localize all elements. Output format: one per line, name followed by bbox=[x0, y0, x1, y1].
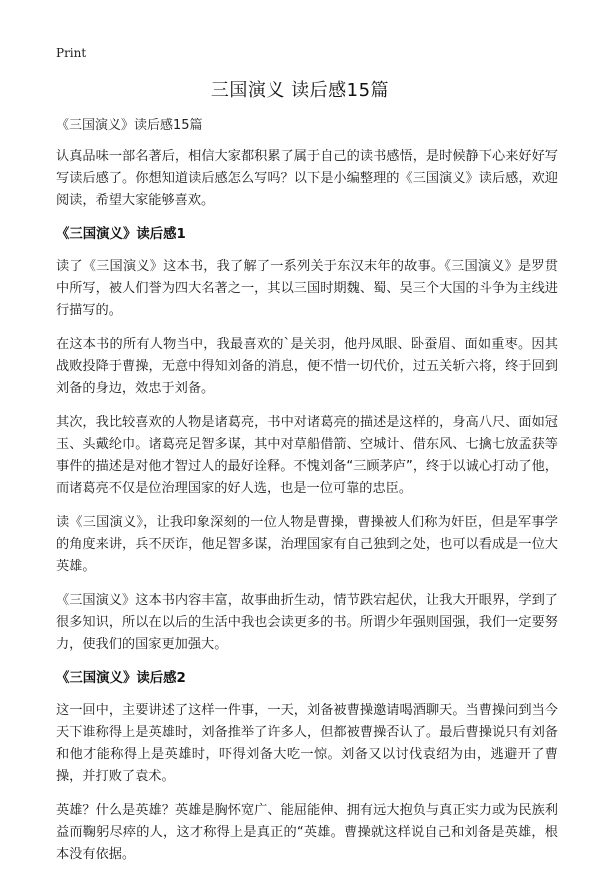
section-heading-2: 《三国演义》读后感2 bbox=[56, 671, 186, 686]
paragraph: 这一回中，主要讲述了这样一件事，一天，刘备被曹操邀请喝酒聊天。当曹操问到当今天下谁称得上是英雄时，刘备推举了许多人，但都被曹操否认了。最后曹操说只有刘备和他才能称得上是英雄时，吓得刘备大吃一惊。刘备又以讨伐袁绍为由，逃避开了曹操，并打败了袁术。 bbox=[56, 703, 558, 784]
paragraph: 《三国演义》这本书内容丰富，故事曲折生动，情节跌宕起伏，让我大开眼界，学到了很多知识，所以在以后的生活中我也会读更多的书。所谓少年强则国强，我们一定要努力，使我们的国家更加强大。 bbox=[56, 593, 558, 652]
paragraph: 英雄？什么是英雄？英雄是胸怀宽广、能屈能伸、拥有远大抱负与真正实力或为民族利益而鞠躬尽瘁的人，这才称得上是真正的“英雄。曹操就这样说自己和刘备是英雄，根本没有依据。 bbox=[56, 803, 558, 862]
paragraph: 读了《三国演义》这本书，我了解了一系列关于东汉末年的故事。《三国演义》是罗贯中所写，被人们誉为四大名著之一，其以三国时期魏、蜀、吴三个大国的斗争为主线进行描写的。 bbox=[56, 259, 558, 318]
section-heading-1: 《三国演义》读后感1 bbox=[56, 227, 186, 242]
print-link[interactable]: Print bbox=[56, 46, 87, 60]
paragraph: 其次，我比较喜欢的人物是诸葛亮，书中对诸葛亮的描述是这样的，身高八尺、面如冠玉、头戴纶巾。诸葛亮足智多谋，其中对草船借箭、空城计、借东风、七擒七放孟获等事件的描述是对他才智过人的最好诠释。不愧刘备“三顾茅庐”，终于以诚心打动了他，而诸葛亮不仅是位治理国家的好人选，也是一位可靠的忠臣。 bbox=[56, 415, 558, 496]
article-subtitle: 《三国演义》读后感15篇 bbox=[56, 118, 203, 133]
paragraph: 读《三国演义》，让我印象深刻的一位人物是曹操，曹操被人们称为奸臣，但是军事学的角度来讲，兵不厌诈，他足智多谋，治理国家有自己独到之处，也可以看成是一位大英雄。 bbox=[56, 515, 558, 574]
intro-paragraph: 认真品味一部名著后，相信大家都积累了属于自己的读书感悟，是时候静下心来好好写写读后感了。你想知道读后感怎么写吗？以下是小编整理的《三国演义》读后感，欢迎阅读，希望大家能够喜欢。 bbox=[56, 149, 558, 208]
paragraph: 在这本书的所有人物当中，我最喜欢的`是关羽，他丹凤眼、卧蚕眉、面如重枣。因其战败投降于曹操，无意中得知刘备的消息，便不惜一切代价，过五关斩六将，终于回到刘备的身边，效忠于刘备。 bbox=[56, 337, 558, 396]
page-title: 三国演义 读后感15篇 bbox=[210, 80, 390, 101]
article-body bbox=[56, 117, 558, 878]
